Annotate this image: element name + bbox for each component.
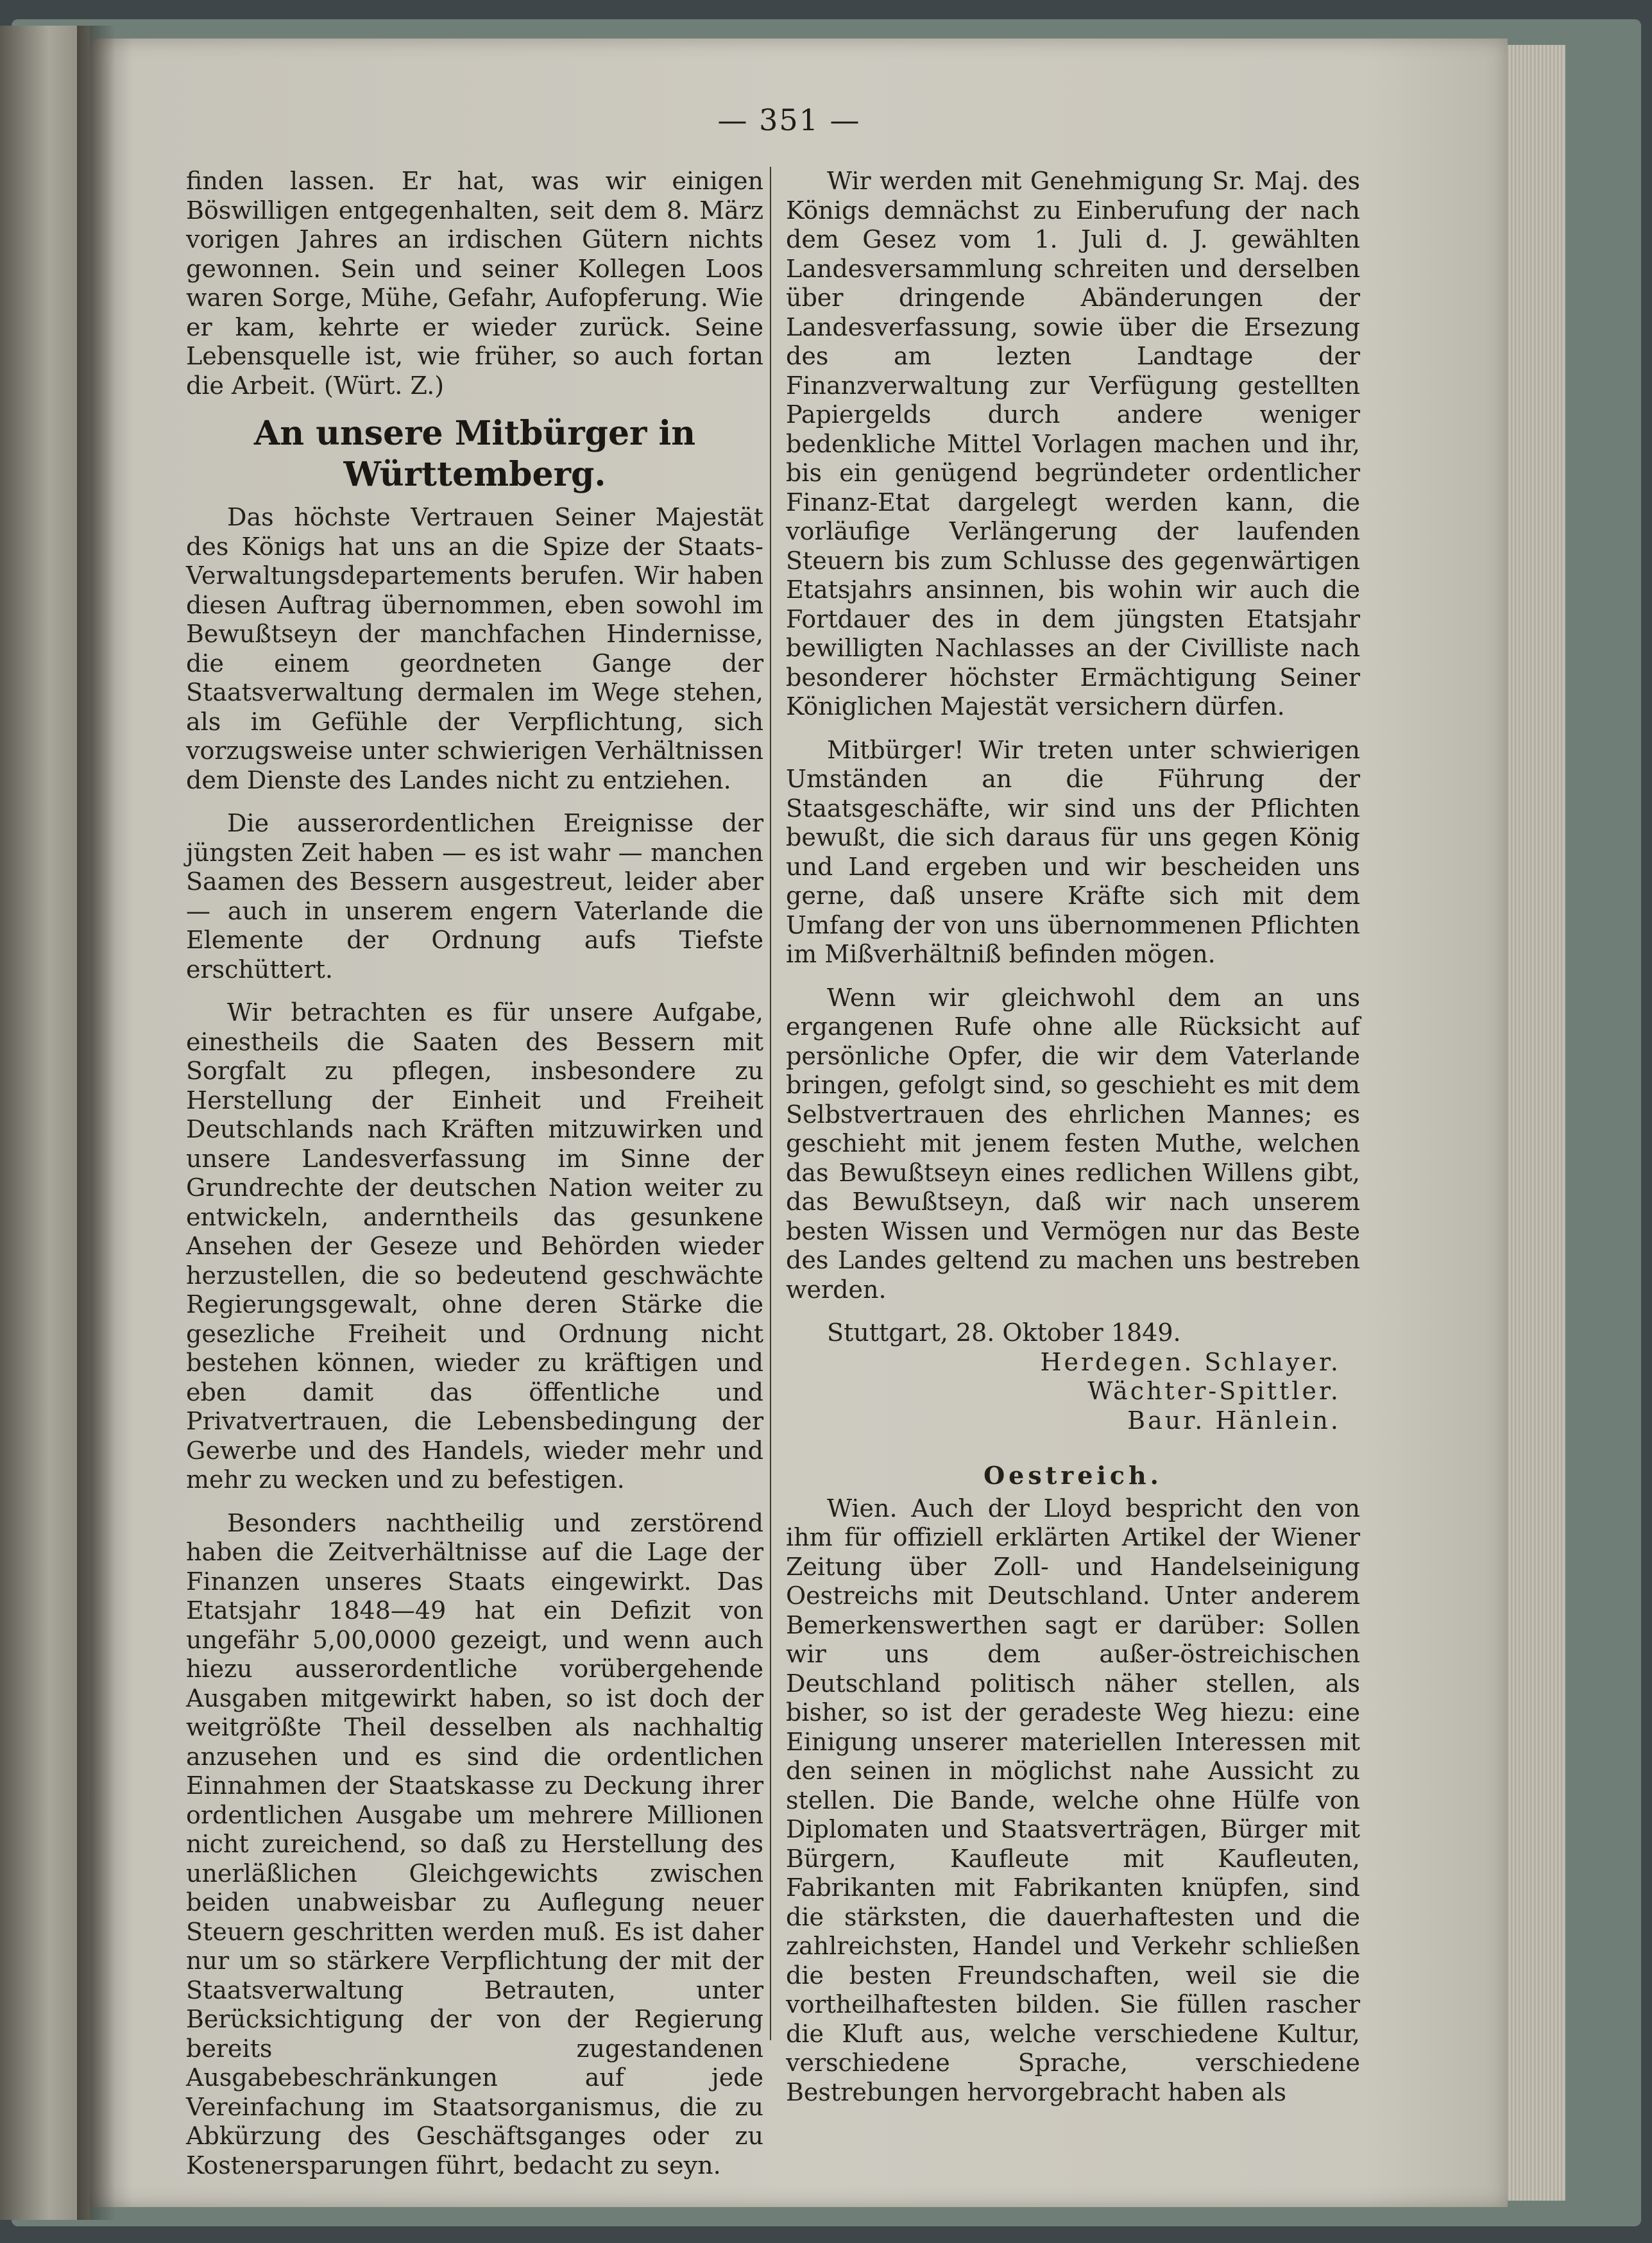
signature-line: Wächter-Spittler. [1087,1377,1341,1405]
section-heading: Oestreich. [984,1461,1162,1490]
right-column [786,167,1360,2107]
article-paragraph: Wir betrachten es für unsere Aufgabe, einestheils die Saaten des Bessern mit Sorgfalt zu pflegen, insbesondere zu Herstellung der Einheit und Freiheit Deutschlands nach Kräften mitzuwirken und unsere Landesverfassung im Sinne der Grundrechte der deutschen Nation weiter zu entwickeln, anderntheils das gesunkene Ansehen der Geseze und Behörden wieder herzustellen, die so bedeutend geschwächte Regierungsgewalt, ohne deren Stärke die gesezliche Freiheit und Ordnung nicht bestehen können, wieder zu kräftigen und eben damit das öffentliche und Privatvertrauen, die Lebensbedingung der Gewerbe und des Handels, wieder mehr und mehr zu wecken und zu befestigen. [186,998,763,1494]
article-paragraph: Besonders nachtheilig und zerstörend haben die Zeitverhältnisse auf die Lage der Finanzen unseres Staats eingewirkt. Das Etatsjahr 1848—49 hat ein Defizit von ungefähr 5,00,0000 gezeigt, und wenn auch hiezu ausserordentliche vorübergehende Ausgaben mitgewirkt haben, so ist doch der weitgrößte Theil desselben als nachhaltig anzusehen und es sind die ordentlichen Einnahmen der Staatskasse zu Deckung ihrer ordentlichen Ausgabe um mehrere Millionen nicht zureichend, so daß zu Herstellung des unerläßlichen Gleichgewichts zwischen beiden unabweisbar zu Auflegung neuer Steuern geschritten werden muß. Es ist daher nur um so stärkere Verpflichtung der mit der Staatsverwaltung Betrauten, unter Berücksichtigung der von der Regierung bereits zugestandenen Ausgabebeschränkungen auf jede Vereinfachung im Staatsorganismus, die zu Abkürzung des Geschäftsganges oder zu Kostenersparungen führt, bedacht zu seyn. [186,1508,763,2179]
left-page-edge [0,26,90,2220]
column-divider [770,167,771,2040]
article-paragraph: Wir werden mit Genehmigung Sr. Maj. des Königs demnächst zu Einberufung der nach dem Gesez vom 1. Juli d. J. gewählten Landesversammlung schreiten und derselben über dringende Abänderungen der Landesverfassung, sowie über die Ersezung des am lezten Landtage der Finanzverwaltung zur Verfügung gestellten Papiergelds durch andere weniger bedenkliche Mittel Vorlagen machen und ihr, bis ein genügend begründeter ordentlicher Finanz-Etat dargelegt werden kann, die vorläufige Verlängerung der laufenden Steuern bis zum Schlusse des gegenwärtigen Etatsjahrs ansinnen, bis wohin wir auch die Fortdauer des in dem jüngsten Etatsjahr bewilligten Nachlasses an der Civilliste nach besonderer höchster Ermächtigung Seiner Königlichen Majestät versichern dürfen. [786,167,1360,721]
left-column [186,167,763,2180]
article-paragraph: Die ausserordentlichen Ereignisse der jüngsten Zeit haben — es ist wahr — manchen Saamen des Bessern ausgestreut, leider aber — auch in unserem engern Vaterlande die Elemente der Ordnung aufs Tiefste erschüttert. [186,809,763,984]
intro-paragraph: finden lassen. Er hat, was wir einigen Böswilligen entgegenhalten, seit dem 8. März vorigen Jahres an irdischen Gütern nichts gewonnen. Sein und seiner Kollegen Loos waren Sorge, Mühe, Gefahr, Aufopferung. Wie er kam, kehrte er wieder zurück. Seine Lebensquelle ist, wie früher, so auch fortan die Arbeit. (Würt. Z.) [186,167,763,400]
signature-line: Baur. Hänlein. [1127,1406,1341,1435]
signature-line: Herdegen. Schlayer. [1040,1347,1341,1376]
page-number: — 351 — [717,103,861,137]
spine-shadow [77,26,115,2220]
article-paragraph: Mitbürger! Wir treten unter schwierigen Umständen an die Führung der Staatsgeschäfte, wir sind uns der Pflichten bewußt, die sich daraus für uns gegen König und Land ergeben und wir bescheiden uns gerne, daß unsere Kräfte sich mit dem Umfang der von uns übernommenen Pflichten im Mißverhältniß befinden mögen. [786,735,1360,968]
article-paragraph: Wenn wir gleichwohl dem an uns ergangenen Rufe ohne alle Rücksicht auf persönliche Opfer, die wir dem Vaterlande bringen, gefolgt sind, so geschieht es mit dem Selbstvertrauen des ehrlichen Mannes; es geschieht mit jenem festen Muthe, welchen das Bewußtseyn eines redlichen Willens gibt, das Bewußtseyn, daß wir nach unserem besten Wissen und Vermögen nur das Beste des Landes geltend zu machen uns bestreben werden. [786,983,1360,1304]
page-stack-edge [1508,45,1565,2201]
dateline: Stuttgart, 28. Oktober 1849. [827,1318,1181,1347]
article-heading: An unsere Mitbürger in Württemberg. [253,414,696,494]
article-paragraph: Das höchste Vertrauen Seiner Majestät des Königs hat uns an die Spize der Staats-Verwaltungsdepartements berufen. Wir haben diesen Auftrag übernommen, eben sowohl im Bewußtseyn der manchfachen Hindernisse, die einem geordneten Gange der Staatsverwaltung dermalen im Wege stehen, als im Gefühle der Verpflichtung, sich vorzugsweise unter schwierigen Verhältnissen dem Dienste des Landes nicht zu entziehen. [186,503,763,794]
section-paragraph: Wien. Auch der Lloyd bespricht den von ihm für offiziell erklärten Artikel der Wiener Zeitung über Zoll- und Handelseinigung Oestreichs mit Deutschland. Unter anderem Bemerkenswerthen sagt er darüber: Sollen wir uns dem außer-östreichischen Deutschland politisch näher stellen, als bisher, so ist der geradeste Weg hiezu: eine Einigung unserer materiellen Interessen mit den seinen in möglichst nahe Aussicht zu stellen. Die Bande, welche ohne Hülfe von Diplomaten und Staatsverträgen, Bürger mit Bürgern, Kaufleute mit Kaufleuten, Fabrikanten mit Fabrikanten knüpfen, sind die stärksten, die dauerhaftesten und die zahlreichsten, Handel und Verkehr schließen die besten Freundschaften, weil sie die vortheilhaftesten bilden. Sie füllen rascher die Kluft aus, welche verschiedene Kultur, verschiedene Sprache, verschiedene Bestrebungen hervorgebracht haben als [786,1494,1360,2106]
